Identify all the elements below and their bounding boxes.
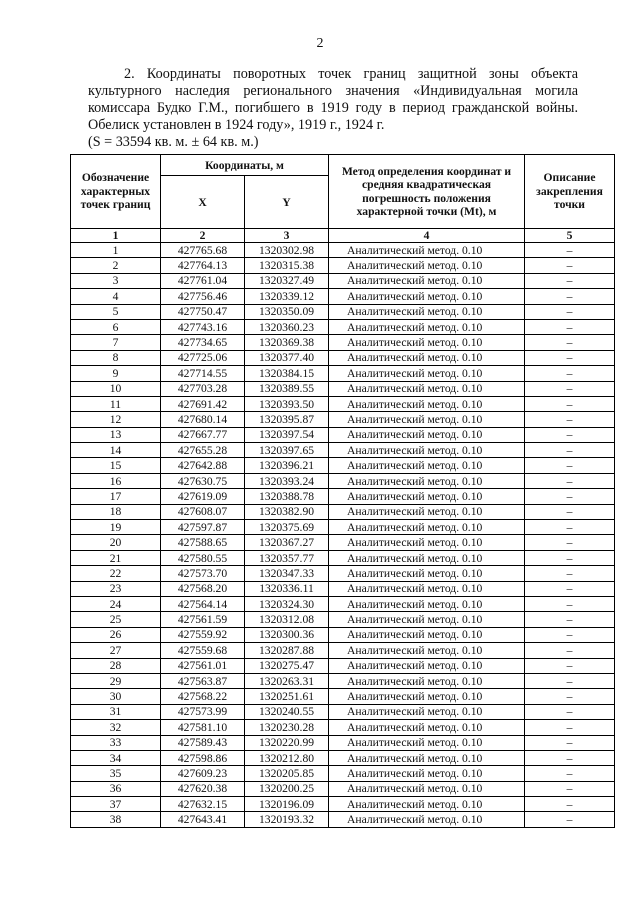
x-coordinate-cell: 427642.88 <box>161 458 245 473</box>
x-coordinate-cell: 427734.65 <box>161 335 245 350</box>
method-cell: Аналитический метод. 0.10 <box>329 412 525 427</box>
point-number-cell: 20 <box>71 535 161 550</box>
y-coordinate-cell: 1320393.24 <box>245 473 329 488</box>
point-number-cell: 16 <box>71 473 161 488</box>
method-cell: Аналитический метод. 0.10 <box>329 750 525 765</box>
table-row <box>71 750 615 765</box>
table-row <box>71 258 615 273</box>
description-cell: – <box>525 596 615 611</box>
point-number-cell: 24 <box>71 596 161 611</box>
table-row <box>71 673 615 688</box>
y-coordinate-cell: 1320396.21 <box>245 458 329 473</box>
point-number-cell: 12 <box>71 412 161 427</box>
point-number-cell: 1 <box>71 243 161 258</box>
table-row <box>71 473 615 488</box>
point-number-cell: 28 <box>71 658 161 673</box>
x-coordinate-cell: 427561.01 <box>161 658 245 673</box>
description-cell: – <box>525 412 615 427</box>
table-row <box>71 427 615 442</box>
description-cell: – <box>525 289 615 304</box>
column-number: 4 <box>329 229 525 243</box>
table-row <box>71 520 615 535</box>
method-cell: Аналитический метод. 0.10 <box>329 243 525 258</box>
x-coordinate-cell: 427564.14 <box>161 596 245 611</box>
y-coordinate-cell: 1320389.55 <box>245 381 329 396</box>
x-coordinate-cell: 427750.47 <box>161 304 245 319</box>
y-coordinate-cell: 1320393.50 <box>245 396 329 411</box>
x-coordinate-cell: 427573.70 <box>161 566 245 581</box>
table-row <box>71 289 615 304</box>
description-cell: – <box>525 535 615 550</box>
description-cell: – <box>525 520 615 535</box>
y-coordinate-cell: 1320375.69 <box>245 520 329 535</box>
column-number: 5 <box>525 229 615 243</box>
description-cell: – <box>525 612 615 627</box>
description-cell: – <box>525 427 615 442</box>
header-method: Метод определения координат и средняя квадратическая погрешность положения характерной точки (Mt), м <box>329 155 525 229</box>
x-coordinate-cell: 427761.04 <box>161 273 245 288</box>
y-coordinate-cell: 1320339.12 <box>245 289 329 304</box>
point-number-cell: 19 <box>71 520 161 535</box>
table-row <box>71 550 615 565</box>
description-cell: – <box>525 704 615 719</box>
description-cell: – <box>525 550 615 565</box>
table-row <box>71 720 615 735</box>
x-coordinate-cell: 427714.55 <box>161 366 245 381</box>
method-cell: Аналитический метод. 0.10 <box>329 643 525 658</box>
x-coordinate-cell: 427608.07 <box>161 504 245 519</box>
y-coordinate-cell: 1320397.65 <box>245 443 329 458</box>
x-coordinate-cell: 427561.59 <box>161 612 245 627</box>
description-cell: – <box>525 473 615 488</box>
description-cell: – <box>525 673 615 688</box>
y-coordinate-cell: 1320327.49 <box>245 273 329 288</box>
x-coordinate-cell: 427643.41 <box>161 812 245 827</box>
header-y: Y <box>245 176 329 229</box>
table-row <box>71 581 615 596</box>
y-coordinate-cell: 1320300.36 <box>245 627 329 642</box>
y-coordinate-cell: 1320350.09 <box>245 304 329 319</box>
method-cell: Аналитический метод. 0.10 <box>329 319 525 334</box>
point-number-cell: 11 <box>71 396 161 411</box>
y-coordinate-cell: 1320251.61 <box>245 689 329 704</box>
x-coordinate-cell: 427691.42 <box>161 396 245 411</box>
point-number-cell: 9 <box>71 366 161 381</box>
description-cell: – <box>525 735 615 750</box>
y-coordinate-cell: 1320382.90 <box>245 504 329 519</box>
y-coordinate-cell: 1320200.25 <box>245 781 329 796</box>
method-cell: Аналитический метод. 0.10 <box>329 550 525 565</box>
x-coordinate-cell: 427598.86 <box>161 750 245 765</box>
method-cell: Аналитический метод. 0.10 <box>329 473 525 488</box>
y-coordinate-cell: 1320312.08 <box>245 612 329 627</box>
header-designation: Обозначение характерных точек границ <box>71 155 161 229</box>
header-x: X <box>161 176 245 229</box>
method-cell: Аналитический метод. 0.10 <box>329 627 525 642</box>
x-coordinate-cell: 427568.20 <box>161 581 245 596</box>
method-cell: Аналитический метод. 0.10 <box>329 689 525 704</box>
table-row <box>71 304 615 319</box>
column-number: 2 <box>161 229 245 243</box>
point-number-cell: 33 <box>71 735 161 750</box>
description-cell: – <box>525 797 615 812</box>
method-cell: Аналитический метод. 0.10 <box>329 581 525 596</box>
x-coordinate-cell: 427568.22 <box>161 689 245 704</box>
description-cell: – <box>525 720 615 735</box>
point-number-cell: 29 <box>71 673 161 688</box>
table-body <box>71 243 615 828</box>
table-row <box>71 319 615 334</box>
y-coordinate-cell: 1320357.77 <box>245 550 329 565</box>
y-coordinate-cell: 1320397.54 <box>245 427 329 442</box>
table-row <box>71 458 615 473</box>
method-cell: Аналитический метод. 0.10 <box>329 366 525 381</box>
method-cell: Аналитический метод. 0.10 <box>329 720 525 735</box>
point-number-cell: 38 <box>71 812 161 827</box>
x-coordinate-cell: 427588.65 <box>161 535 245 550</box>
page-number: 2 <box>316 36 324 51</box>
table-row <box>71 489 615 504</box>
table-row <box>71 643 615 658</box>
table-row <box>71 273 615 288</box>
method-cell: Аналитический метод. 0.10 <box>329 273 525 288</box>
table-row <box>71 381 615 396</box>
point-number-cell: 22 <box>71 566 161 581</box>
y-coordinate-cell: 1320336.11 <box>245 581 329 596</box>
y-coordinate-cell: 1320395.87 <box>245 412 329 427</box>
description-cell: – <box>525 443 615 458</box>
point-number-cell: 10 <box>71 381 161 396</box>
point-number-cell: 37 <box>71 797 161 812</box>
description-cell: – <box>525 396 615 411</box>
description-cell: – <box>525 643 615 658</box>
y-coordinate-cell: 1320230.28 <box>245 720 329 735</box>
table-row <box>71 612 615 627</box>
coordinates-table <box>70 154 615 828</box>
method-cell: Аналитический метод. 0.10 <box>329 427 525 442</box>
table-row <box>71 735 615 750</box>
point-number-cell: 13 <box>71 427 161 442</box>
point-number-cell: 5 <box>71 304 161 319</box>
description-cell: – <box>525 750 615 765</box>
x-coordinate-cell: 427573.99 <box>161 704 245 719</box>
column-numbers-row <box>71 229 615 243</box>
method-cell: Аналитический метод. 0.10 <box>329 381 525 396</box>
point-number-cell: 34 <box>71 750 161 765</box>
table-row <box>71 658 615 673</box>
table-row <box>71 781 615 796</box>
method-cell: Аналитический метод. 0.10 <box>329 443 525 458</box>
method-cell: Аналитический метод. 0.10 <box>329 350 525 365</box>
description-cell: – <box>525 766 615 781</box>
header-description: Описание закрепления точки <box>525 155 615 229</box>
method-cell: Аналитический метод. 0.10 <box>329 658 525 673</box>
method-cell: Аналитический метод. 0.10 <box>329 596 525 611</box>
description-cell: – <box>525 319 615 334</box>
point-number-cell: 26 <box>71 627 161 642</box>
x-coordinate-cell: 427580.55 <box>161 550 245 565</box>
table-row <box>71 766 615 781</box>
method-cell: Аналитический метод. 0.10 <box>329 396 525 411</box>
point-number-cell: 15 <box>71 458 161 473</box>
y-coordinate-cell: 1320212.80 <box>245 750 329 765</box>
point-number-cell: 14 <box>71 443 161 458</box>
table-row <box>71 704 615 719</box>
x-coordinate-cell: 427764.13 <box>161 258 245 273</box>
point-number-cell: 7 <box>71 335 161 350</box>
x-coordinate-cell: 427756.46 <box>161 289 245 304</box>
method-cell: Аналитический метод. 0.10 <box>329 504 525 519</box>
x-coordinate-cell: 427765.68 <box>161 243 245 258</box>
y-coordinate-cell: 1320263.31 <box>245 673 329 688</box>
method-cell: Аналитический метод. 0.10 <box>329 612 525 627</box>
point-number-cell: 17 <box>71 489 161 504</box>
description-cell: – <box>525 381 615 396</box>
y-coordinate-cell: 1320315.38 <box>245 258 329 273</box>
table-row <box>71 504 615 519</box>
x-coordinate-cell: 427680.14 <box>161 412 245 427</box>
table-row <box>71 566 615 581</box>
method-cell: Аналитический метод. 0.10 <box>329 812 525 827</box>
table-row <box>71 596 615 611</box>
description-cell: – <box>525 566 615 581</box>
table-row <box>71 689 615 704</box>
method-cell: Аналитический метод. 0.10 <box>329 797 525 812</box>
description-cell: – <box>525 689 615 704</box>
x-coordinate-cell: 427609.23 <box>161 766 245 781</box>
table-row <box>71 443 615 458</box>
x-coordinate-cell: 427743.16 <box>161 319 245 334</box>
point-number-cell: 35 <box>71 766 161 781</box>
x-coordinate-cell: 427589.43 <box>161 735 245 750</box>
method-cell: Аналитический метод. 0.10 <box>329 704 525 719</box>
method-cell: Аналитический метод. 0.10 <box>329 335 525 350</box>
description-cell: – <box>525 781 615 796</box>
table-row <box>71 627 615 642</box>
point-number-cell: 25 <box>71 612 161 627</box>
point-number-cell: 21 <box>71 550 161 565</box>
table-row <box>71 350 615 365</box>
x-coordinate-cell: 427619.09 <box>161 489 245 504</box>
x-coordinate-cell: 427703.28 <box>161 381 245 396</box>
y-coordinate-cell: 1320369.38 <box>245 335 329 350</box>
x-coordinate-cell: 427559.92 <box>161 627 245 642</box>
point-number-cell: 32 <box>71 720 161 735</box>
point-number-cell: 2 <box>71 258 161 273</box>
y-coordinate-cell: 1320302.98 <box>245 243 329 258</box>
y-coordinate-cell: 1320324.30 <box>245 596 329 611</box>
method-cell: Аналитический метод. 0.10 <box>329 304 525 319</box>
point-number-cell: 6 <box>71 319 161 334</box>
method-cell: Аналитический метод. 0.10 <box>329 289 525 304</box>
point-number-cell: 27 <box>71 643 161 658</box>
y-coordinate-cell: 1320220.99 <box>245 735 329 750</box>
area-text: (S = 33594 кв. м. ± 64 кв. м.) <box>88 134 259 150</box>
header-coordinates: Координаты, м <box>161 155 329 176</box>
table-row <box>71 797 615 812</box>
point-number-cell: 4 <box>71 289 161 304</box>
x-coordinate-cell: 427630.75 <box>161 473 245 488</box>
table-row <box>71 366 615 381</box>
x-coordinate-cell: 427563.87 <box>161 673 245 688</box>
y-coordinate-cell: 1320287.88 <box>245 643 329 658</box>
point-number-cell: 18 <box>71 504 161 519</box>
description-cell: – <box>525 335 615 350</box>
point-number-cell: 3 <box>71 273 161 288</box>
method-cell: Аналитический метод. 0.10 <box>329 673 525 688</box>
method-cell: Аналитический метод. 0.10 <box>329 458 525 473</box>
description-cell: – <box>525 258 615 273</box>
description-cell: – <box>525 458 615 473</box>
x-coordinate-cell: 427559.68 <box>161 643 245 658</box>
method-cell: Аналитический метод. 0.10 <box>329 566 525 581</box>
method-cell: Аналитический метод. 0.10 <box>329 258 525 273</box>
y-coordinate-cell: 1320205.85 <box>245 766 329 781</box>
description-cell: – <box>525 304 615 319</box>
x-coordinate-cell: 427632.15 <box>161 797 245 812</box>
point-number-cell: 30 <box>71 689 161 704</box>
x-coordinate-cell: 427667.77 <box>161 427 245 442</box>
y-coordinate-cell: 1320377.40 <box>245 350 329 365</box>
point-number-cell: 23 <box>71 581 161 596</box>
method-cell: Аналитический метод. 0.10 <box>329 520 525 535</box>
point-number-cell: 36 <box>71 781 161 796</box>
description-cell: – <box>525 504 615 519</box>
point-number-cell: 31 <box>71 704 161 719</box>
method-cell: Аналитический метод. 0.10 <box>329 735 525 750</box>
table-row <box>71 335 615 350</box>
description-cell: – <box>525 658 615 673</box>
y-coordinate-cell: 1320367.27 <box>245 535 329 550</box>
y-coordinate-cell: 1320388.78 <box>245 489 329 504</box>
table-row <box>71 812 615 827</box>
method-cell: Аналитический метод. 0.10 <box>329 489 525 504</box>
heading-text: 2. Координаты поворотных точек границ защитной зоны объекта культурного наследия регионального значения «Индивидуальная могила комиссара Будко Г.М., погибшего в 1919 году в период гражданской войны. Обелиск установлен в 1924 году», 1919 г., 1924 г. <box>88 66 578 133</box>
method-cell: Аналитический метод. 0.10 <box>329 781 525 796</box>
table-row <box>71 243 615 258</box>
method-cell: Аналитический метод. 0.10 <box>329 766 525 781</box>
description-cell: – <box>525 366 615 381</box>
description-cell: – <box>525 273 615 288</box>
description-cell: – <box>525 243 615 258</box>
x-coordinate-cell: 427620.38 <box>161 781 245 796</box>
section-heading <box>88 66 578 151</box>
table-row <box>71 535 615 550</box>
method-cell: Аналитический метод. 0.10 <box>329 535 525 550</box>
description-cell: – <box>525 489 615 504</box>
description-cell: – <box>525 812 615 827</box>
y-coordinate-cell: 1320240.55 <box>245 704 329 719</box>
y-coordinate-cell: 1320193.32 <box>245 812 329 827</box>
y-coordinate-cell: 1320360.23 <box>245 319 329 334</box>
x-coordinate-cell: 427655.28 <box>161 443 245 458</box>
point-number-cell: 8 <box>71 350 161 365</box>
description-cell: – <box>525 581 615 596</box>
y-coordinate-cell: 1320347.33 <box>245 566 329 581</box>
description-cell: – <box>525 627 615 642</box>
y-coordinate-cell: 1320196.09 <box>245 797 329 812</box>
y-coordinate-cell: 1320275.47 <box>245 658 329 673</box>
column-number: 3 <box>245 229 329 243</box>
x-coordinate-cell: 427581.10 <box>161 720 245 735</box>
table-row <box>71 396 615 411</box>
x-coordinate-cell: 427725.06 <box>161 350 245 365</box>
y-coordinate-cell: 1320384.15 <box>245 366 329 381</box>
column-number: 1 <box>71 229 161 243</box>
table-row <box>71 412 615 427</box>
x-coordinate-cell: 427597.87 <box>161 520 245 535</box>
description-cell: – <box>525 350 615 365</box>
